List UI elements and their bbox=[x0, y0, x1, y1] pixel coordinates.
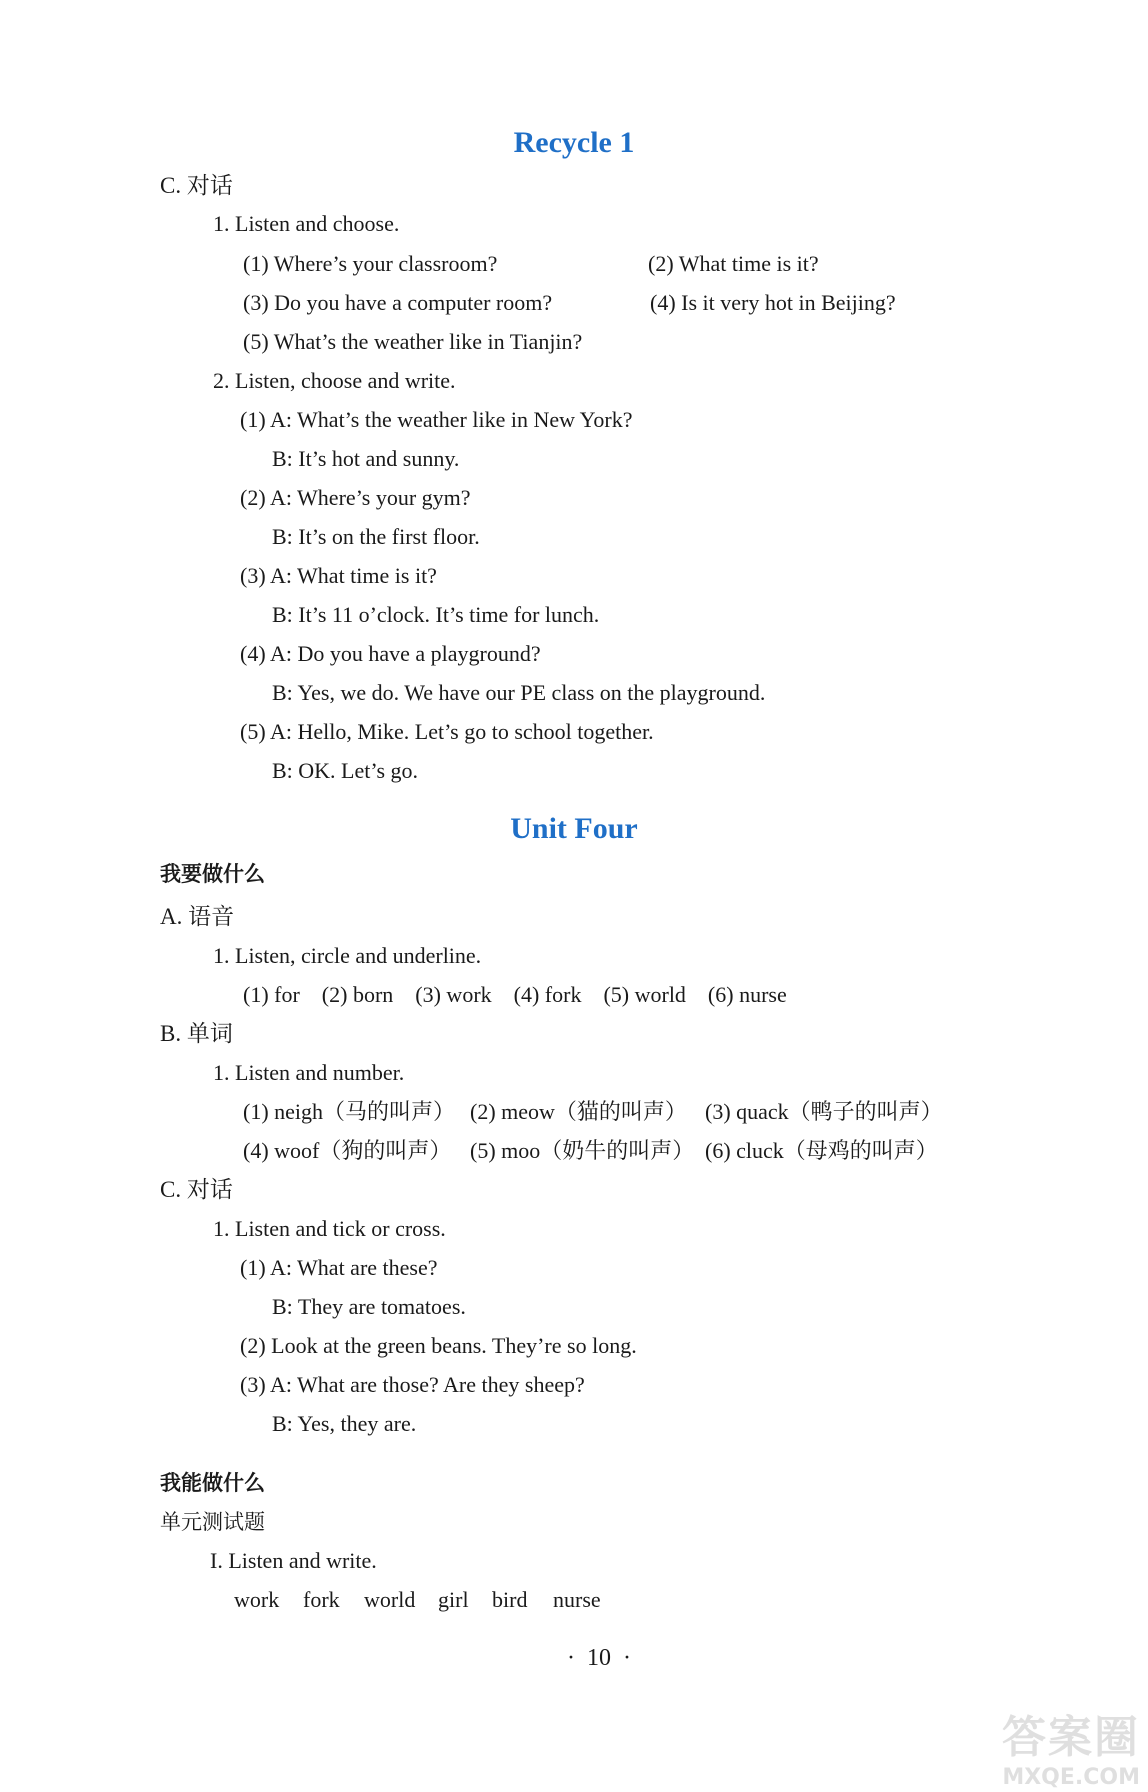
q1-title: 1. Listen and choose. bbox=[213, 211, 400, 236]
q2-line: B: It’s 11 o’clock. It’s time for lunch. bbox=[272, 602, 600, 627]
q2-line: B: It’s hot and sunny. bbox=[272, 446, 460, 471]
word-world: world bbox=[364, 1587, 416, 1612]
q2-line: (1) A: What’s the weather like in New York? bbox=[240, 407, 633, 432]
t1-title: I. Listen and write. bbox=[210, 1548, 377, 1573]
q2-line: B: OK. Let’s go. bbox=[272, 758, 419, 783]
q2-line: (3) A: What time is it? bbox=[240, 563, 437, 588]
q1-item-3: (3) Do you have a computer room? bbox=[243, 290, 553, 315]
word-work: work bbox=[234, 1587, 280, 1612]
a1-title: 1. Listen, circle and underline. bbox=[213, 943, 482, 968]
page-number: · 10 · bbox=[567, 1645, 631, 1671]
word-nurse: nurse bbox=[553, 1587, 601, 1612]
word-fork: fork bbox=[303, 1587, 340, 1612]
heading-what-to-do: 我要做什么 bbox=[160, 862, 265, 886]
q2-line: (4) A: Do you have a playground? bbox=[240, 641, 541, 666]
q1-item-1: (1) Where’s your classroom? bbox=[243, 251, 498, 276]
q2-line: (2) A: Where’s your gym? bbox=[240, 485, 471, 510]
b1-title: 1. Listen and number. bbox=[213, 1060, 405, 1085]
c1-line: (3) A: What are those? Are they sheep? bbox=[240, 1372, 585, 1397]
q1-item-4: (4) Is it very hot in Beijing? bbox=[650, 290, 896, 315]
c1-line: (2) Look at the green beans. They’re so long. bbox=[240, 1333, 637, 1358]
section-c2-heading: C. 对话 bbox=[160, 1177, 233, 1202]
watermark-site: MXQE.COM bbox=[1002, 1765, 1140, 1790]
b1-item-2: (2) meow（猫的叫声） bbox=[470, 1099, 687, 1124]
c1-line: (1) A: What are these? bbox=[240, 1255, 438, 1280]
q1-item-2: (2) What time is it? bbox=[648, 251, 819, 276]
b1-item-6: (6) cluck（母鸡的叫声） bbox=[705, 1138, 938, 1163]
watermark bbox=[1002, 1701, 1140, 1790]
b1-item-3: (3) quack（鸭子的叫声） bbox=[705, 1099, 943, 1124]
unit-four-title: Unit Four bbox=[510, 812, 638, 845]
b1-item-4: (4) woof（狗的叫声） bbox=[243, 1138, 452, 1163]
word-bird: bird bbox=[492, 1587, 528, 1612]
section-b-heading: B. 单词 bbox=[160, 1021, 233, 1046]
unit-test-title: 单元测试题 bbox=[160, 1510, 265, 1534]
b1-item-5: (5) moo（奶牛的叫声） bbox=[470, 1138, 695, 1163]
c1-line: B: Yes, they are. bbox=[272, 1411, 417, 1436]
b1-item-1: (1) neigh（马的叫声） bbox=[243, 1099, 456, 1124]
q2-line: (5) A: Hello, Mike. Let’s go to school together. bbox=[240, 719, 654, 744]
word-girl: girl bbox=[438, 1587, 469, 1612]
q2-line: B: It’s on the first floor. bbox=[272, 524, 480, 549]
q2-line: B: Yes, we do. We have our PE class on the playground. bbox=[272, 680, 766, 705]
section-a-heading: A. 语音 bbox=[160, 904, 235, 929]
q2-title: 2. Listen, choose and write. bbox=[213, 368, 456, 393]
recycle-title: Recycle 1 bbox=[513, 126, 635, 159]
heading-what-can-do: 我能做什么 bbox=[160, 1471, 265, 1495]
a1-answer: (1) for (2) born (3) work (4) fork (5) world (6) nurse bbox=[243, 982, 787, 1007]
c1-line: B: They are tomatoes. bbox=[272, 1294, 466, 1319]
c1-title: 1. Listen and tick or cross. bbox=[213, 1216, 446, 1241]
section-c-heading: C. 对话 bbox=[160, 173, 233, 198]
q1-item-5: (5) What’s the weather like in Tianjin? bbox=[243, 329, 583, 354]
watermark-brand: 答案圈 bbox=[1002, 1712, 1140, 1763]
